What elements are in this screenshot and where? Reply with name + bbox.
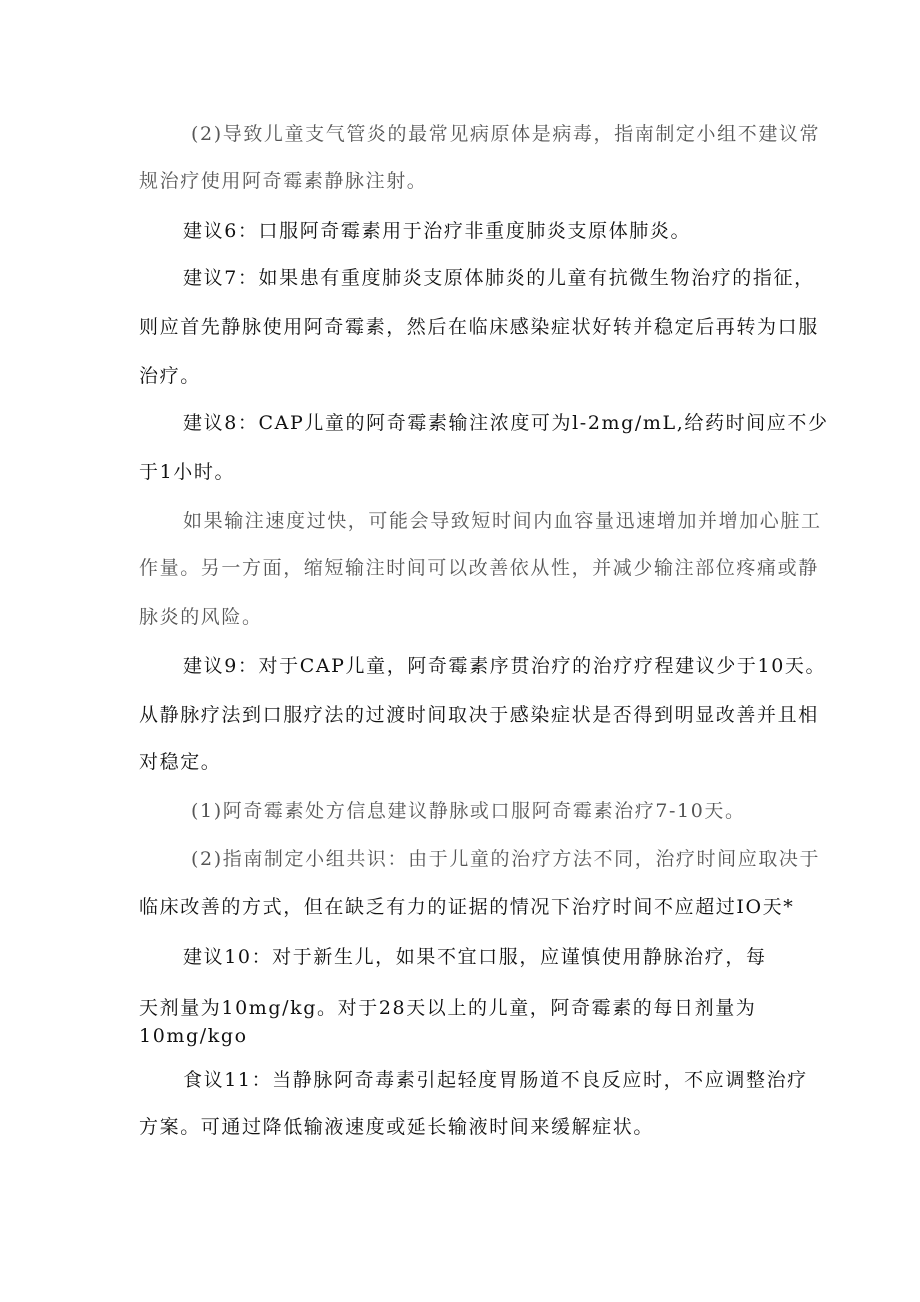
paragraph-line: (1)阿奇霉素处方信息建议静脉或口服阿奇霉素治疗7-10天。 [191, 800, 746, 822]
paragraph-line: 如果输注速度过快，可能会导致短时间内血容量迅速增加并增加心脏工 [183, 510, 822, 532]
recommendation-7: 建议7：如果患有重度肺炎支原体肺炎的儿童有抗微生物治疗的指征， [183, 267, 815, 289]
recommendation-9: 建议9：对于CAP儿童，阿奇霉素序贯治疗的治疗疗程建议少于10天。 [183, 655, 827, 677]
recommendation-6: 建议6：口服阿奇霉素用于治疗非重度肺炎支原体肺炎。 [183, 220, 692, 242]
recommendation-8: 建议8：CAP儿童的阿奇霉素输注浓度可为l-2mg/mL,给药时间应不少 [183, 412, 829, 434]
paragraph-line: 作量。另一方面，缩短输注时间可以改善依从性，并减少输注部位疼痛或静 [139, 557, 819, 579]
paragraph-line: 于1小时。 [139, 461, 236, 483]
paragraph-line: 天剂量为10mg∕kg。对于28天以上的儿童，阿奇霉素的每日剂量为 [139, 997, 757, 1019]
paragraph-line: 脉炎的风险。 [139, 606, 263, 628]
paragraph-line: (2)指南制定小组共识：由于儿童的治疗方法不同，治疗时间应取决于 [191, 848, 821, 870]
recommendation-11: 食议11：当静脉阿奇毒素引起轻度胃肠道不良反应时，不应调整治疗 [183, 1069, 808, 1091]
paragraph-line: 对稳定。 [139, 751, 222, 773]
paragraph-line: 规治疗使用阿奇霉素静脉注射。 [139, 170, 428, 192]
paragraph-line: 10mg∕kgo [139, 1025, 248, 1047]
paragraph-line: 从静脉疗法到口服疗法的过渡时间取决于感染症状是否得到明显改善并且相 [139, 704, 819, 726]
paragraph-line: 治疗。 [139, 365, 201, 387]
recommendation-10: 建议10：对于新生儿，如果不宜口服，应谨慎使用静脉治疗，每 [183, 946, 767, 968]
paragraph-line: (2)导致儿童支气管炎的最常见病原体是病毒，指南制定小组不建议常 [191, 123, 821, 145]
paragraph-line: 临床改善的方式，但在缺乏有力的证据的情况下治疗时间不应超过IO天* [139, 896, 795, 918]
paragraph-line: 则应首先静脉使用阿奇霉素，然后在临床感染症状好转并稳定后再转为口服 [139, 316, 819, 338]
paragraph-line: 方案。可通过降低输液速度或延长输液时间来缓解症状。 [139, 1116, 655, 1138]
